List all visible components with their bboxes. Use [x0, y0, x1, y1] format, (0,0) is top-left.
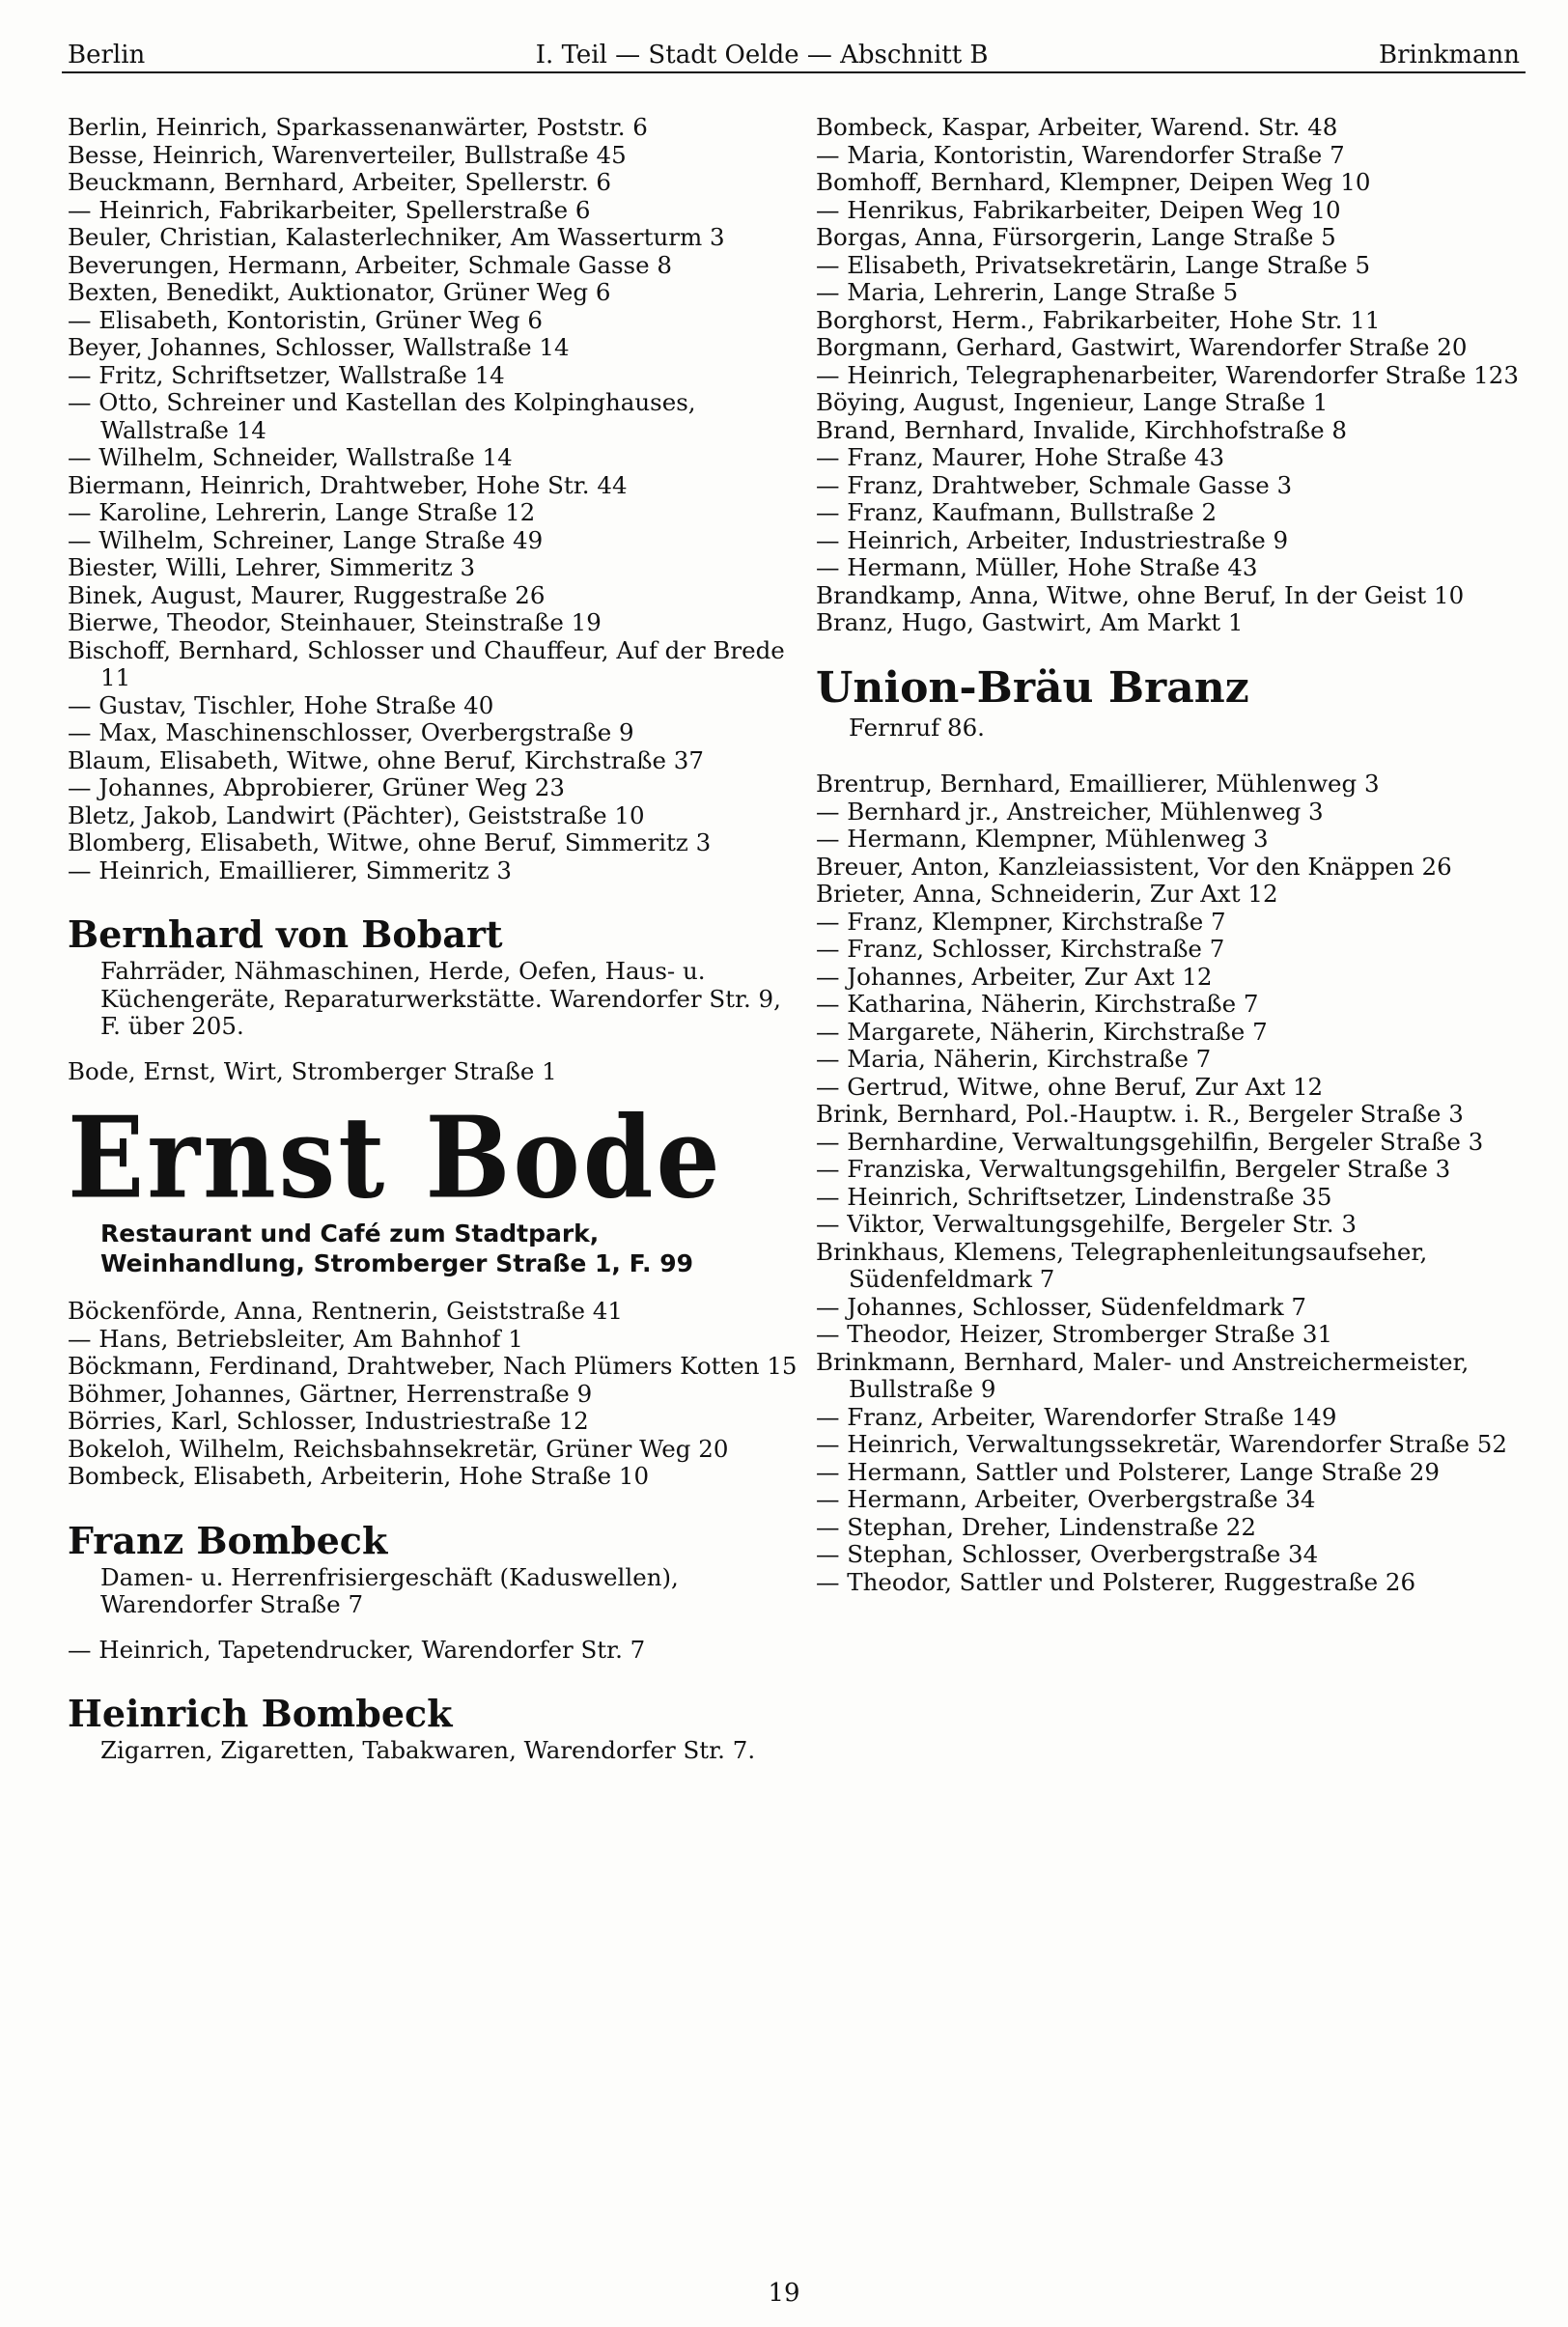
- ad-bobart-text: Fahrräder, Nähmaschinen, Herde, Oefen, Haus- u. Küchengeräte, Reparaturwerkstätte. Warendorfer Str. 9, F. über 205.: [100, 957, 781, 1040]
- list-item: Besse, Heinrich, Warenverteiler, Bullstraße 45: [68, 140, 627, 169]
- list-item: — Bernhard jr., Anstreicher, Mühlenweg 3: [816, 797, 1324, 826]
- list-item: — Elisabeth, Privatsekretärin, Lange Straße 5: [816, 250, 1371, 279]
- list-item: — Katharina, Näherin, Kirchstraße 7: [816, 990, 1259, 1018]
- list-item: — Henrikus, Fabrikarbeiter, Deipen Weg 10: [816, 195, 1341, 224]
- list-item: Beuler, Christian, Kalasterlechniker, Am Wasserturm 3: [68, 223, 725, 251]
- ad-union-braeu: [816, 662, 1550, 743]
- list-item: — Heinrich, Verwaltungssekretär, Warendorfer Straße 52: [816, 1430, 1507, 1458]
- ad-franz-bombeck: [68, 1518, 801, 1619]
- list-item: Borghorst, Herm., Fabrikarbeiter, Hohe Str. 11: [816, 305, 1381, 334]
- list-item: — Maria, Lehrerin, Lange Straße 5: [816, 278, 1239, 306]
- list-item: Bischoff, Bernhard, Schlosser und Chauffeur, Auf der Brede 11: [68, 635, 785, 691]
- list-item: Borgmann, Gerhard, Gastwirt, Warendorfer Straße 20: [816, 333, 1468, 361]
- list-item: Bode, Ernst, Wirt, Stromberger Straße 1: [68, 1056, 557, 1085]
- list-item: — Franz, Kaufmann, Bullstraße 2: [816, 498, 1218, 526]
- list-item: — Heinrich, Telegraphenarbeiter, Warendorfer Straße 123: [816, 360, 1519, 389]
- right-column: [816, 114, 1550, 1596]
- list-item: — Maria, Näherin, Kirchstraße 7: [816, 1045, 1212, 1073]
- list-item: — Franz, Maurer, Hohe Straße 43: [816, 443, 1225, 471]
- list-item: — Franz, Klempner, Kirchstraße 7: [816, 907, 1226, 936]
- list-item: — Elisabeth, Kontoristin, Grüner Weg 6: [68, 305, 543, 334]
- list-item: — Stephan, Dreher, Lindenstraße 22: [816, 1512, 1256, 1541]
- list-item: Blomberg, Elisabeth, Witwe, ohne Beruf, Simmeritz 3: [68, 828, 712, 856]
- list-item: Biermann, Heinrich, Drahtweber, Hohe Str. 44: [68, 470, 628, 499]
- ad-bode-line1: Restaurant und Café zum Stadtpark,: [100, 1220, 600, 1248]
- ad-franz-title: Franz Bombeck: [68, 1518, 388, 1562]
- list-item: Bexten, Benedikt, Auktionator, Grüner Weg 6: [68, 278, 611, 306]
- list-item: — Johannes, Schlosser, Südenfeldmark 7: [816, 1292, 1306, 1321]
- list-item: Breuer, Anton, Kanzleiassistent, Vor den Knäppen 26: [816, 852, 1452, 881]
- ad-franz-text: Damen- u. Herrenfrisiergeschäft (Kaduswellen), Warendorfer Straße 7: [100, 1562, 679, 1618]
- list-item: — Hermann, Sattler und Polsterer, Lange Straße 29: [816, 1457, 1440, 1486]
- ad-bobart-title: Bernhard von Bobart: [68, 912, 503, 956]
- ad-union-title: Union-Bräu Branz: [816, 662, 1249, 713]
- list-item: Brink, Bernhard, Pol.-Hauptw. i. R., Bergeler Straße 3: [816, 1100, 1464, 1128]
- list-item: Borgas, Anna, Fürsorgerin, Lange Straße 5: [816, 223, 1336, 251]
- list-item: — Franz, Arbeiter, Warendorfer Straße 149: [816, 1402, 1337, 1431]
- list-item: Böckenförde, Anna, Rentnerin, Geiststraße 41: [68, 1297, 623, 1325]
- list-item: — Hermann, Arbeiter, Overbergstraße 34: [816, 1485, 1316, 1513]
- list-item: Bomhoff, Bernhard, Klempner, Deipen Weg 10: [816, 168, 1371, 196]
- list-item: Bombeck, Elisabeth, Arbeiterin, Hohe Straße 10: [68, 1462, 650, 1490]
- list-item: Branz, Hugo, Gastwirt, Am Markt 1: [816, 608, 1244, 636]
- list-item: — Hans, Betriebsleiter, Am Bahnhof 1: [68, 1324, 523, 1353]
- list-item: — Heinrich, Fabrikarbeiter, Spellerstraße 6: [68, 195, 591, 224]
- page-header: [68, 31, 1520, 70]
- list-item: Brinkhaus, Klemens, Telegraphenleitungsaufseher, Südenfeldmark 7: [816, 1237, 1428, 1293]
- header-left: Berlin: [68, 41, 146, 70]
- list-item: Beuckmann, Bernhard, Arbeiter, Spellerstr. 6: [68, 168, 611, 196]
- list-item: — Karoline, Lehrerin, Lange Straße 12: [68, 498, 536, 526]
- list-item: Böying, August, Ingenieur, Lange Straße 1: [816, 388, 1329, 416]
- header-center: I. Teil — Stadt Oelde — Abschnitt B: [535, 41, 989, 70]
- ad-heinrich-bombeck: [68, 1691, 801, 1765]
- list-item: — Heinrich, Arbeiter, Industriestraße 9: [816, 525, 1289, 554]
- ad-bode: [68, 1090, 801, 1278]
- list-item: — Heinrich, Emaillierer, Simmeritz 3: [68, 855, 513, 884]
- list-item: — Johannes, Abprobierer, Grüner Weg 23: [68, 773, 565, 801]
- list-item: Börries, Karl, Schlosser, Industriestraße 12: [68, 1407, 589, 1435]
- page-number: 19: [768, 2279, 800, 2308]
- list-item: Brentrup, Bernhard, Emaillierer, Mühlenweg 3: [816, 770, 1380, 798]
- list-item: — Gustav, Tischler, Hohe Straße 40: [68, 690, 494, 719]
- list-item: Bierwe, Theodor, Steinhauer, Steinstraße 19: [68, 608, 602, 636]
- list-item: — Gertrud, Witwe, ohne Beruf, Zur Axt 12: [816, 1072, 1324, 1101]
- list-item: Böckmann, Ferdinand, Drahtweber, Nach Plümers Kotten 15: [68, 1352, 798, 1380]
- list-item: Beyer, Johannes, Schlosser, Wallstraße 14: [68, 333, 570, 361]
- list-item: Berlin, Heinrich, Sparkassenanwärter, Poststr. 6: [68, 113, 648, 141]
- list-item: — Franz, Schlosser, Kirchstraße 7: [816, 935, 1225, 963]
- right-entries-2: [816, 771, 1550, 1596]
- list-item: Bokeloh, Wilhelm, Reichsbahnsekretär, Grüner Weg 20: [68, 1434, 729, 1463]
- list-item: — Franz, Drahtweber, Schmale Gasse 3: [816, 470, 1293, 499]
- list-item: — Heinrich, Schriftsetzer, Lindenstraße 35: [816, 1182, 1332, 1211]
- list-item: — Heinrich, Tapetendrucker, Warendorfer Str. 7: [68, 1635, 646, 1664]
- header-right: Brinkmann: [1378, 41, 1520, 70]
- list-item: Böhmer, Johannes, Gärtner, Herrenstraße 9: [68, 1379, 593, 1408]
- list-item: — Johannes, Arbeiter, Zur Axt 12: [816, 962, 1213, 991]
- list-item: Brand, Bernhard, Invalide, Kirchhofstraße 8: [816, 415, 1347, 444]
- list-item: Brinkmann, Bernhard, Maler- und Anstreichermeister, Bullstraße 9: [816, 1347, 1470, 1403]
- list-item: Brandkamp, Anna, Witwe, ohne Beruf, In der Geist 10: [816, 580, 1465, 609]
- left-column: [68, 114, 801, 1782]
- list-item: — Fritz, Schriftsetzer, Wallstraße 14: [68, 360, 505, 389]
- list-item: — Viktor, Verwaltungsgehilfe, Bergeler Str. 3: [816, 1210, 1357, 1238]
- list-item: — Wilhelm, Schreiner, Lange Straße 49: [68, 525, 544, 554]
- ad-union-text: Fernruf 86.: [849, 713, 985, 742]
- list-item: — Stephan, Schlosser, Overbergstraße 34: [816, 1540, 1319, 1568]
- header-rule: [62, 71, 1526, 73]
- list-item: — Hermann, Müller, Hohe Straße 43: [816, 553, 1258, 581]
- list-item: — Max, Maschinenschlosser, Overbergstraße 9: [68, 718, 634, 746]
- list-item: — Theodor, Sattler und Polsterer, Ruggestraße 26: [816, 1567, 1416, 1596]
- list-item: — Margarete, Näherin, Kirchstraße 7: [816, 1017, 1268, 1046]
- ad-bode-title: Ernst Bode: [68, 1090, 723, 1224]
- list-item: Blaum, Elisabeth, Witwe, ohne Beruf, Kirchstraße 37: [68, 745, 704, 774]
- left-entries-1: [68, 114, 801, 884]
- list-item: Beverungen, Hermann, Arbeiter, Schmale Gasse 8: [68, 250, 673, 279]
- right-entries-1: [816, 114, 1550, 637]
- list-item: Bletz, Jakob, Landwirt (Pächter), Geiststraße 10: [68, 800, 645, 829]
- list-item: Bombeck, Kaspar, Arbeiter, Warend. Str. 48: [816, 113, 1338, 141]
- list-item: — Wilhelm, Schneider, Wallstraße 14: [68, 443, 513, 471]
- list-item: — Maria, Kontoristin, Warendorfer Straße 7: [816, 140, 1345, 169]
- left-entries-2: [68, 1298, 801, 1491]
- ad-bobart: [68, 911, 801, 1041]
- ad-bode-line2: Weinhandlung, Stromberger Straße 1, F. 99: [100, 1249, 693, 1277]
- list-item: Binek, August, Maurer, Ruggestraße 26: [68, 580, 546, 609]
- list-item: — Bernhardine, Verwaltungsgehilfin, Bergeler Straße 3: [816, 1127, 1484, 1156]
- ad-heinrich-title: Heinrich Bombeck: [68, 1692, 453, 1735]
- list-item: — Franziska, Verwaltungsgehilfin, Bergeler Straße 3: [816, 1155, 1451, 1183]
- list-item: Brieter, Anna, Schneiderin, Zur Axt 12: [816, 880, 1278, 908]
- ad-heinrich-text: Zigarren, Zigaretten, Tabakwaren, Warendorfer Str. 7.: [100, 1736, 756, 1764]
- list-item: — Otto, Schreiner und Kastellan des Kolpinghauses, Wallstraße 14: [68, 388, 696, 444]
- list-item: Biester, Willi, Lehrer, Simmeritz 3: [68, 553, 476, 581]
- list-item: — Hermann, Klempner, Mühlenweg 3: [816, 825, 1269, 853]
- list-item: — Theodor, Heizer, Stromberger Straße 31: [816, 1320, 1333, 1348]
